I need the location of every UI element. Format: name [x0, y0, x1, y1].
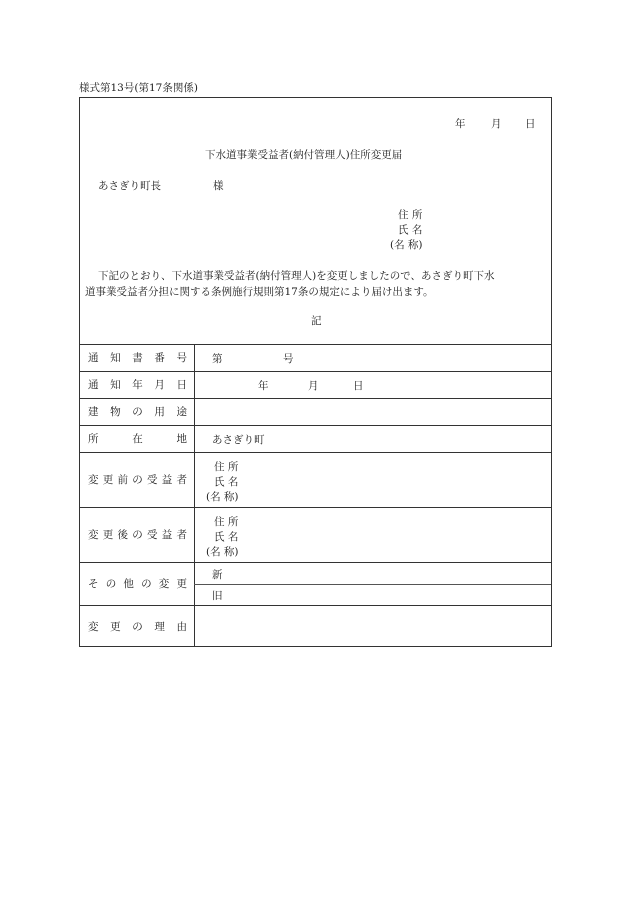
before-name-label: 氏 名 [214, 476, 239, 488]
date-year: 年 [455, 118, 466, 130]
label-char: 他 [123, 578, 134, 590]
location-label [80, 425, 194, 452]
notice-date-month: 月 [308, 380, 319, 392]
label-char: 前 [117, 474, 128, 486]
ki-heading: 記 [311, 315, 322, 327]
label-char: 書 [132, 352, 143, 364]
label-char: 物 [110, 406, 121, 418]
notice-date-year: 年 [258, 380, 269, 392]
other-new-label: 新 [212, 569, 223, 581]
label-char: 理 [154, 620, 165, 633]
form-frame [79, 97, 552, 647]
label-char: 受 [147, 529, 158, 541]
label-char: 後 [117, 529, 128, 541]
label-char: 者 [176, 474, 187, 486]
label-char: 更 [176, 578, 187, 590]
before-beneficiary-label [80, 452, 194, 507]
before-address-label: 住 所 [214, 461, 239, 473]
form-number: 様式第13号(第17条関係) [79, 82, 198, 94]
label-char: の [105, 578, 117, 590]
location-value: あさぎり町 [212, 434, 265, 446]
label-char: 益 [161, 529, 173, 541]
label-char: の [132, 474, 143, 486]
label-char: 建 [88, 406, 99, 418]
notice-number-label [80, 344, 194, 371]
change-reason-label [80, 605, 194, 647]
notice-number-prefix: 第 [212, 353, 223, 365]
date-month: 月 [491, 118, 502, 130]
label-char: 在 [132, 433, 143, 445]
label-char: 変 [88, 620, 99, 633]
applicant-name-label: 氏 名 [398, 224, 423, 236]
label-char: 変 [158, 578, 170, 590]
after-name-label: 氏 名 [214, 531, 239, 543]
label-char: 月 [154, 379, 165, 391]
applicant-address-label: 住 所 [398, 209, 423, 221]
other-change-label [80, 562, 194, 605]
addressee-name: あさぎり町長 [98, 180, 161, 192]
label-char: 通 [88, 379, 99, 391]
body-text-line-2: 道事業受益者分担に関する条例施行規則第17条の規定により届け出ます。 [85, 286, 434, 298]
label-char: 更 [110, 620, 121, 633]
building-use-label [80, 398, 194, 425]
other-old-label: 旧 [212, 590, 223, 602]
label-char: 更 [102, 529, 114, 541]
label-char: 号 [176, 352, 187, 364]
table-column-divider [194, 344, 195, 647]
notice-number-suffix: 号 [283, 353, 294, 365]
label-char: 地 [176, 433, 187, 445]
label-char: 番 [154, 352, 165, 364]
label-char: 変 [88, 474, 99, 486]
addressee-honorific: 様 [213, 180, 224, 192]
label-char: の [132, 620, 143, 633]
notice-date-label [80, 371, 194, 398]
label-char: 通 [88, 352, 99, 364]
label-char: 者 [176, 529, 187, 541]
body-text-line-1: 下記のとおり、下水道事業受益者(納付管理人)を変更しましたので、あさぎり町下水 [98, 270, 495, 282]
label-char: 受 [147, 474, 158, 486]
label-char: 益 [161, 474, 173, 486]
after-corp-name-label: (名 称) [206, 546, 239, 558]
label-char: 所 [88, 433, 99, 445]
label-char: 知 [110, 379, 121, 391]
notice-date-day: 日 [353, 380, 364, 392]
label-char: 日 [176, 379, 187, 391]
label-char: 用 [154, 406, 165, 418]
label-char: 更 [102, 474, 114, 486]
label-char: 年 [132, 379, 143, 391]
label-char: の [132, 406, 143, 418]
after-address-label: 住 所 [214, 516, 239, 528]
label-char: 由 [176, 620, 187, 633]
label-char: の [141, 578, 152, 590]
label-char: 途 [176, 406, 187, 418]
label-char: そ [88, 578, 99, 590]
before-corp-name-label: (名 称) [206, 491, 239, 503]
applicant-corp-name-label: (名 称) [390, 239, 423, 251]
label-char: 知 [110, 352, 121, 364]
date-day: 日 [525, 118, 536, 130]
document-title: 下水道事業受益者(納付管理人)住所変更届 [205, 149, 403, 161]
other-row-sub-divider [194, 584, 551, 585]
after-beneficiary-label [80, 507, 194, 562]
label-char: 変 [88, 529, 99, 541]
label-char: の [132, 529, 143, 541]
